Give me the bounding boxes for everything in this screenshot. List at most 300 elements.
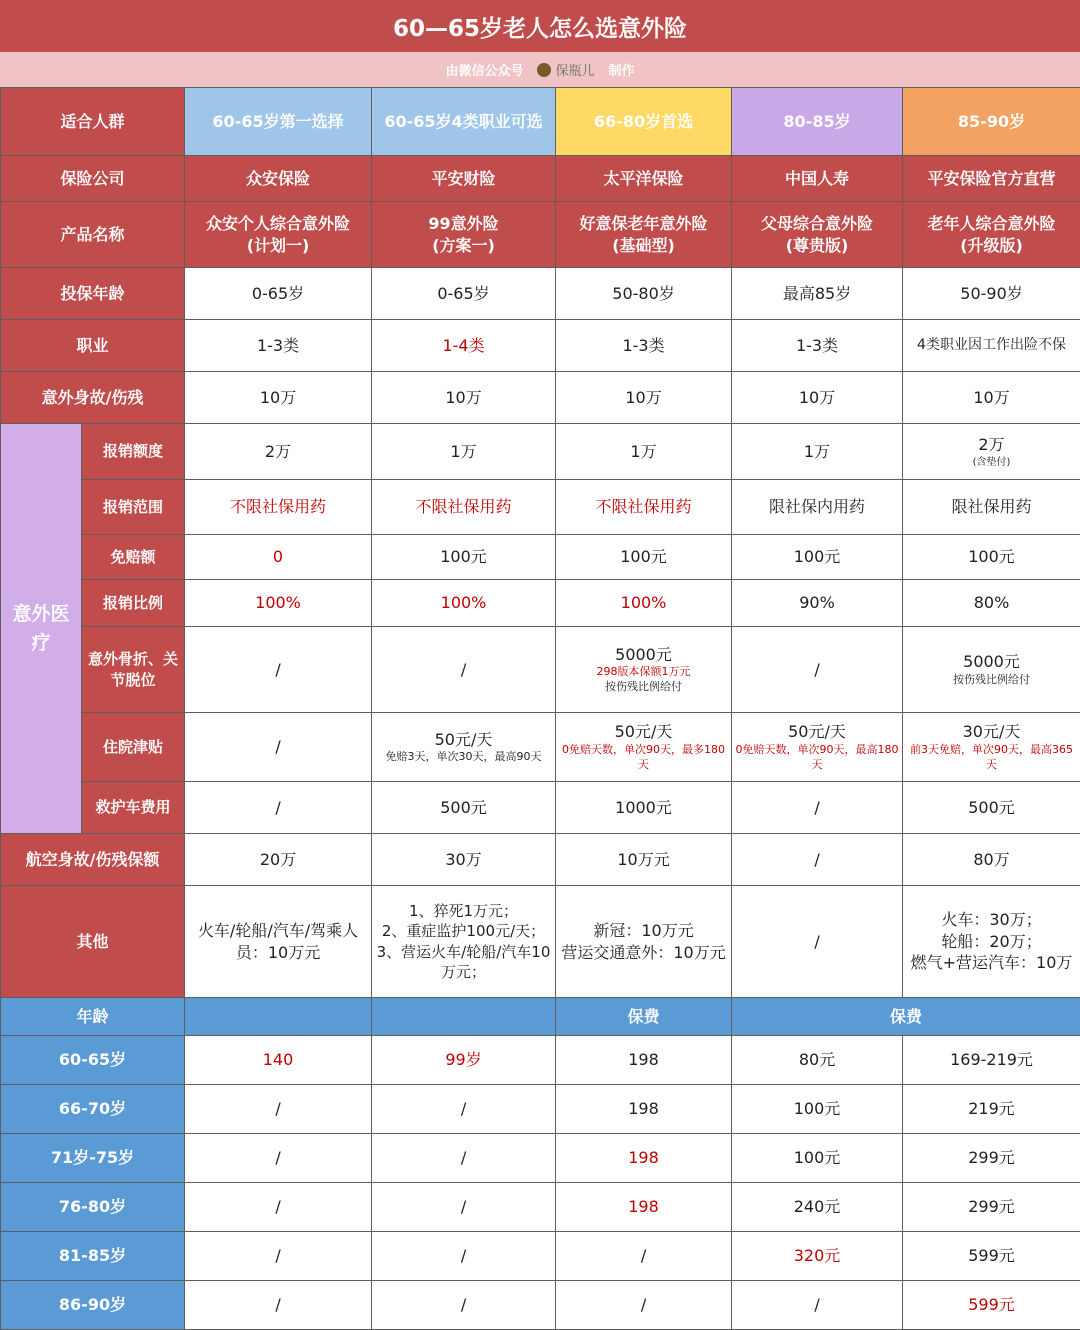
fracture-value: 5000元 <box>963 652 1020 672</box>
price-value: 240元 <box>793 1197 841 1217</box>
price-cell <box>185 1183 372 1232</box>
ratio-value: 90% <box>799 593 835 613</box>
deductible-value: 0 <box>272 547 284 567</box>
ratio-value: 100% <box>620 593 667 613</box>
death-cell <box>372 372 556 424</box>
company-cell <box>556 156 732 202</box>
product-name: 老年人综合意外险 <box>927 213 1056 233</box>
subtitle-prefix: 由微信公众号 <box>445 64 524 79</box>
crowd-text: 80-85岁 <box>783 111 851 131</box>
fracture-value: / <box>460 659 467 679</box>
age-cell <box>732 268 903 320</box>
scope-value: 限社保用药 <box>951 497 1032 517</box>
ratio-cell <box>372 580 556 627</box>
row-header-aviation <box>1 834 185 886</box>
price-cell <box>903 1232 1080 1281</box>
price-value: / <box>640 1246 647 1266</box>
aviation-cell <box>185 834 372 886</box>
premium-header <box>556 998 732 1036</box>
crowd-cell <box>903 88 1080 156</box>
brand-logo-icon <box>537 63 551 77</box>
limit-value: 2万 <box>978 434 1005 454</box>
product-name: 好意保老年意外险 <box>579 213 708 233</box>
row-header-ambulance <box>82 782 185 834</box>
fracture-cell <box>372 627 556 713</box>
premium-label: 保费 <box>890 1006 923 1026</box>
product-name: 父母综合意外险 <box>761 213 874 233</box>
age-group-header <box>1 1036 185 1085</box>
deductible-value: 100元 <box>793 547 841 567</box>
company-text: 太平洋保险 <box>603 168 684 188</box>
row-label: 意外骨折、关节脱位 <box>88 650 179 689</box>
ambulance-value: 500元 <box>440 797 487 817</box>
price-value: 140 <box>262 1050 294 1070</box>
age-cell <box>372 268 556 320</box>
premium-header-empty <box>185 998 372 1036</box>
row-label: 职业 <box>76 335 109 355</box>
ratio-cell <box>556 580 732 627</box>
product-plan: (尊贵版) <box>785 235 849 255</box>
price-value: / <box>275 1246 281 1266</box>
job-cell <box>372 320 556 372</box>
age-group-header <box>1 1134 185 1183</box>
premium-header <box>732 998 1080 1036</box>
death-cell <box>903 372 1080 424</box>
price-value: / <box>460 1246 467 1266</box>
product-cell <box>732 202 903 268</box>
row-label: 保险公司 <box>60 168 125 188</box>
row-label: 其他 <box>76 931 109 951</box>
company-text: 众安保险 <box>246 168 311 188</box>
price-cell <box>185 1036 372 1085</box>
crowd-text: 60-65岁4类职业可选 <box>384 111 543 131</box>
price-cell <box>185 1232 372 1281</box>
limit-cell <box>185 424 372 480</box>
age-group-header <box>1 1232 185 1281</box>
row-header-product <box>1 202 185 268</box>
price-cell <box>556 1281 732 1330</box>
age-value: 0-65岁 <box>437 283 490 303</box>
price-cell <box>556 1085 732 1134</box>
price-cell <box>732 1134 903 1183</box>
row-header-death <box>1 372 185 424</box>
row-premium-header <box>1 998 1080 1036</box>
fracture-value: / <box>814 659 820 679</box>
death-cell <box>732 372 903 424</box>
product-name: 众安个人综合意外险 <box>206 213 351 233</box>
row-price <box>1 1085 1080 1134</box>
row-scope <box>1 480 1080 535</box>
age-group-label: 86-90岁 <box>58 1295 127 1315</box>
price-value: / <box>275 1099 281 1119</box>
job-value: 4类职业因工作出险不保 <box>917 337 1066 354</box>
job-value: 1-3类 <box>256 335 300 355</box>
age-cell <box>185 268 372 320</box>
limit-cell <box>556 424 732 480</box>
price-cell <box>732 1232 903 1281</box>
comparison-table <box>0 87 1080 1330</box>
price-value: / <box>814 1295 820 1315</box>
crowd-text: 60-65岁第一选择 <box>212 111 344 131</box>
scope-cell <box>732 480 903 535</box>
company-cell <box>185 156 372 202</box>
crowd-text: 85-90岁 <box>957 111 1026 131</box>
ambulance-cell <box>556 782 732 834</box>
job-value: 1-3类 <box>622 335 665 355</box>
scope-cell <box>903 480 1080 535</box>
row-crowd <box>1 88 1080 156</box>
row-death <box>1 372 1080 424</box>
hospital-cell <box>556 713 732 782</box>
other-cell <box>372 886 556 998</box>
row-label: 产品名称 <box>60 224 125 244</box>
limit-value: 2万 <box>264 441 292 461</box>
other-line: 燃气+营运汽车：10万 <box>910 953 1073 973</box>
price-cell <box>556 1134 732 1183</box>
row-header-job <box>1 320 185 372</box>
ratio-value: 100% <box>255 593 301 613</box>
death-value: 10万 <box>798 387 836 407</box>
deductible-cell <box>372 535 556 580</box>
limit-note: (含垫付) <box>972 456 1011 468</box>
ratio-value: 100% <box>440 593 487 613</box>
price-cell <box>372 1036 556 1085</box>
deductible-cell <box>903 535 1080 580</box>
job-value: 1-4类 <box>442 335 485 355</box>
scope-value: 不限社保用药 <box>595 497 692 517</box>
price-value: 599元 <box>968 1295 1015 1315</box>
age-value: 最高85岁 <box>782 283 852 303</box>
row-ratio <box>1 580 1080 627</box>
row-job <box>1 320 1080 372</box>
fracture-value: / <box>275 659 281 679</box>
hospital-cell <box>903 713 1080 782</box>
row-label: 年龄 <box>76 1006 109 1026</box>
age-group-header <box>1 1085 185 1134</box>
age-column-header <box>1 998 185 1036</box>
row-price <box>1 1183 1080 1232</box>
brand-logo <box>537 60 594 79</box>
aviation-value: 30万 <box>445 849 482 869</box>
row-header-ratio <box>82 580 185 627</box>
row-other <box>1 886 1080 998</box>
row-label: 报销比例 <box>103 593 164 612</box>
product-cell <box>372 202 556 268</box>
medical-group-header <box>1 424 82 834</box>
row-price <box>1 1134 1080 1183</box>
company-cell <box>732 156 903 202</box>
product-plan: (基础型) <box>612 235 675 255</box>
row-header-crowd <box>1 88 185 156</box>
price-value: 100元 <box>793 1148 841 1168</box>
age-group-label: 71岁-75岁 <box>50 1148 135 1168</box>
ratio-value: 80% <box>973 593 1010 613</box>
scope-cell <box>556 480 732 535</box>
other-cell <box>903 886 1080 998</box>
ambulance-value: 500元 <box>968 797 1015 817</box>
product-plan: (升级版) <box>960 235 1023 255</box>
premium-label: 保费 <box>627 1006 660 1026</box>
row-header-hospital <box>82 713 185 782</box>
deductible-cell <box>185 535 372 580</box>
aviation-value: / <box>814 849 820 869</box>
limit-cell <box>372 424 556 480</box>
price-value: / <box>275 1148 281 1168</box>
row-header-company <box>1 156 185 202</box>
hospital-note: 前3天免赔，单次90天，最高365天 <box>910 742 1074 771</box>
hospital-value: 30元/天 <box>962 722 1021 742</box>
crowd-cell <box>372 88 556 156</box>
subtitle-suffix: 制作 <box>608 64 635 79</box>
ambulance-cell <box>185 782 372 834</box>
scope-value: 限社保内用药 <box>769 497 866 517</box>
row-label: 投保年龄 <box>60 283 125 303</box>
hospital-cell <box>732 713 903 782</box>
price-cell <box>732 1183 903 1232</box>
row-label: 航空身故/伤残保额 <box>25 849 160 869</box>
page-title: 60—65岁老人怎么选意外险 <box>0 0 1080 52</box>
price-value: 100元 <box>793 1099 841 1119</box>
price-cell <box>903 1085 1080 1134</box>
row-header-deductible <box>82 535 185 580</box>
price-value: 169-219元 <box>950 1050 1033 1070</box>
price-value: 198 <box>628 1099 659 1119</box>
other-cell <box>732 886 903 998</box>
other-line: / <box>814 931 820 951</box>
row-label: 救护车费用 <box>95 798 171 817</box>
row-header-scope <box>82 480 185 535</box>
fracture-cell <box>185 627 372 713</box>
ambulance-cell <box>372 782 556 834</box>
hospital-note: 0免赔天数，单次90天，最多180天 <box>562 742 726 771</box>
price-cell <box>185 1085 372 1134</box>
crowd-cell <box>556 88 732 156</box>
age-cell <box>903 268 1080 320</box>
price-value: 198 <box>628 1050 659 1070</box>
price-cell <box>732 1085 903 1134</box>
crowd-cell <box>732 88 903 156</box>
row-header-limit <box>82 424 185 480</box>
company-text: 平安财险 <box>431 168 496 188</box>
hospital-value: 50元/天 <box>788 722 846 742</box>
ambulance-value: 1000元 <box>615 797 672 817</box>
limit-cell <box>903 424 1080 480</box>
hospital-cell <box>185 713 372 782</box>
other-line: 轮船：20万； <box>941 931 1042 951</box>
age-group-header <box>1 1183 185 1232</box>
row-hospital <box>1 713 1080 782</box>
row-price <box>1 1281 1080 1330</box>
price-cell <box>732 1281 903 1330</box>
row-limit <box>1 424 1080 480</box>
job-cell <box>185 320 372 372</box>
price-cell <box>185 1281 372 1330</box>
death-value: 10万 <box>973 387 1010 407</box>
age-group-label: 60-65岁 <box>58 1050 127 1070</box>
price-value: / <box>460 1148 467 1168</box>
price-value: / <box>460 1295 467 1315</box>
fracture-value: 5000元 <box>615 644 672 664</box>
other-line: 火车：30万； <box>941 910 1042 930</box>
price-cell <box>372 1085 556 1134</box>
limit-value: 1万 <box>630 441 657 461</box>
price-cell <box>732 1036 903 1085</box>
ratio-cell <box>185 580 372 627</box>
fracture-note: 298版本保额1万元 <box>596 665 691 679</box>
price-value: 599元 <box>968 1246 1015 1266</box>
price-cell <box>903 1134 1080 1183</box>
hospital-value: / <box>275 737 281 757</box>
price-cell <box>556 1183 732 1232</box>
company-text: 平安保险官方直营 <box>927 168 1056 188</box>
price-value: / <box>460 1197 467 1217</box>
other-line: 1、猝死1万元； <box>408 902 519 920</box>
row-label: 报销额度 <box>103 442 164 461</box>
price-value: / <box>640 1295 647 1315</box>
row-product <box>1 202 1080 268</box>
other-line: 火车/轮船/汽车/驾乘人员：10万元 <box>197 920 359 962</box>
age-group-label: 81-85岁 <box>58 1246 127 1266</box>
price-cell <box>903 1036 1080 1085</box>
aviation-value: 20万 <box>259 849 297 869</box>
age-cell <box>556 268 732 320</box>
price-value: / <box>275 1197 281 1217</box>
limit-value: 1万 <box>450 441 477 461</box>
other-line: 3、营运火车/轮船/汽车10万元； <box>376 942 551 981</box>
aviation-cell <box>372 834 556 886</box>
product-cell <box>903 202 1080 268</box>
row-ambulance <box>1 782 1080 834</box>
aviation-cell <box>556 834 732 886</box>
scope-value: 不限社保用药 <box>230 497 327 517</box>
row-price <box>1 1036 1080 1085</box>
crowd-cell <box>185 88 372 156</box>
price-value: 320元 <box>793 1246 841 1266</box>
price-cell <box>372 1232 556 1281</box>
aviation-value: 10万元 <box>617 849 670 869</box>
price-value: 198 <box>628 1197 659 1217</box>
row-price <box>1 1232 1080 1281</box>
row-label: 意外身故/伤残 <box>41 387 144 407</box>
price-value: 80元 <box>798 1050 836 1070</box>
deductible-cell <box>556 535 732 580</box>
scope-value: 不限社保用药 <box>415 497 512 517</box>
death-cell <box>185 372 372 424</box>
price-cell <box>556 1036 732 1085</box>
other-cell <box>185 886 372 998</box>
ratio-cell <box>732 580 903 627</box>
company-cell <box>372 156 556 202</box>
scope-cell <box>372 480 556 535</box>
row-label: 住院津贴 <box>103 737 164 756</box>
row-fracture <box>1 627 1080 713</box>
company-cell <box>903 156 1080 202</box>
job-cell <box>732 320 903 372</box>
age-group-label: 76-80岁 <box>58 1197 127 1217</box>
scope-cell <box>185 480 372 535</box>
row-aviation <box>1 834 1080 886</box>
aviation-cell <box>903 834 1080 886</box>
row-age <box>1 268 1080 320</box>
deductible-value: 100元 <box>620 547 667 567</box>
price-cell <box>372 1183 556 1232</box>
other-line: 新冠：10万元 <box>593 920 694 940</box>
deductible-value: 100元 <box>440 547 487 567</box>
product-cell <box>556 202 732 268</box>
subtitle <box>0 52 1080 87</box>
fracture-cell <box>732 627 903 713</box>
medical-group-label: 意外医疗 <box>12 603 70 654</box>
brand-logo-text: 保瓶儿 <box>555 64 595 79</box>
hospital-note: 免赔3天，单次30天，最高90天 <box>385 750 542 764</box>
aviation-cell <box>732 834 903 886</box>
deductible-cell <box>732 535 903 580</box>
fracture-note: 按伤残比例给付 <box>953 672 1031 686</box>
price-value: 99岁 <box>445 1050 482 1070</box>
price-cell <box>372 1134 556 1183</box>
ambulance-cell <box>732 782 903 834</box>
job-cell <box>556 320 732 372</box>
price-value: / <box>275 1295 281 1315</box>
death-cell <box>556 372 732 424</box>
age-value: 0-65岁 <box>251 283 305 303</box>
other-cell <box>556 886 732 998</box>
other-line: 2、重症监护100元/天； <box>381 922 546 941</box>
death-value: 10万 <box>445 387 482 407</box>
death-value: 10万 <box>259 387 297 407</box>
crowd-text: 66-80岁首选 <box>593 111 694 131</box>
fracture-cell <box>903 627 1080 713</box>
price-cell <box>372 1281 556 1330</box>
row-deductible <box>1 535 1080 580</box>
product-plan: (计划一) <box>246 235 310 255</box>
hospital-value: 50元/天 <box>614 722 673 742</box>
price-value: 299元 <box>968 1197 1015 1217</box>
row-label: 适合人群 <box>60 111 125 131</box>
age-group-label: 66-70岁 <box>58 1099 127 1119</box>
job-value: 1-3类 <box>795 335 839 355</box>
premium-header-empty <box>372 998 556 1036</box>
age-value: 50-90岁 <box>960 283 1023 303</box>
company-text: 中国人寿 <box>785 168 850 188</box>
product-name: 99意外险 <box>428 213 499 233</box>
hospital-value: 50元/天 <box>434 729 493 749</box>
price-cell <box>556 1232 732 1281</box>
ambulance-value: / <box>814 797 820 817</box>
price-value: 198 <box>628 1148 659 1168</box>
fracture-cell <box>556 627 732 713</box>
aviation-value: 80万 <box>973 849 1010 869</box>
price-value: 299元 <box>968 1148 1015 1168</box>
row-label: 报销范围 <box>103 497 164 516</box>
other-line: 营运交通意外：10万元 <box>561 942 726 962</box>
death-value: 10万 <box>625 387 662 407</box>
limit-value: 1万 <box>803 441 831 461</box>
product-cell <box>185 202 372 268</box>
product-plan: (方案一) <box>432 235 495 255</box>
price-value: 219元 <box>968 1099 1015 1119</box>
age-group-header <box>1 1281 185 1330</box>
limit-cell <box>732 424 903 480</box>
price-cell <box>903 1183 1080 1232</box>
price-value: / <box>460 1099 467 1119</box>
price-cell <box>903 1281 1080 1330</box>
ratio-cell <box>903 580 1080 627</box>
job-cell <box>903 320 1080 372</box>
row-label: 免赔额 <box>110 547 156 566</box>
ambulance-cell <box>903 782 1080 834</box>
row-header-age <box>1 268 185 320</box>
